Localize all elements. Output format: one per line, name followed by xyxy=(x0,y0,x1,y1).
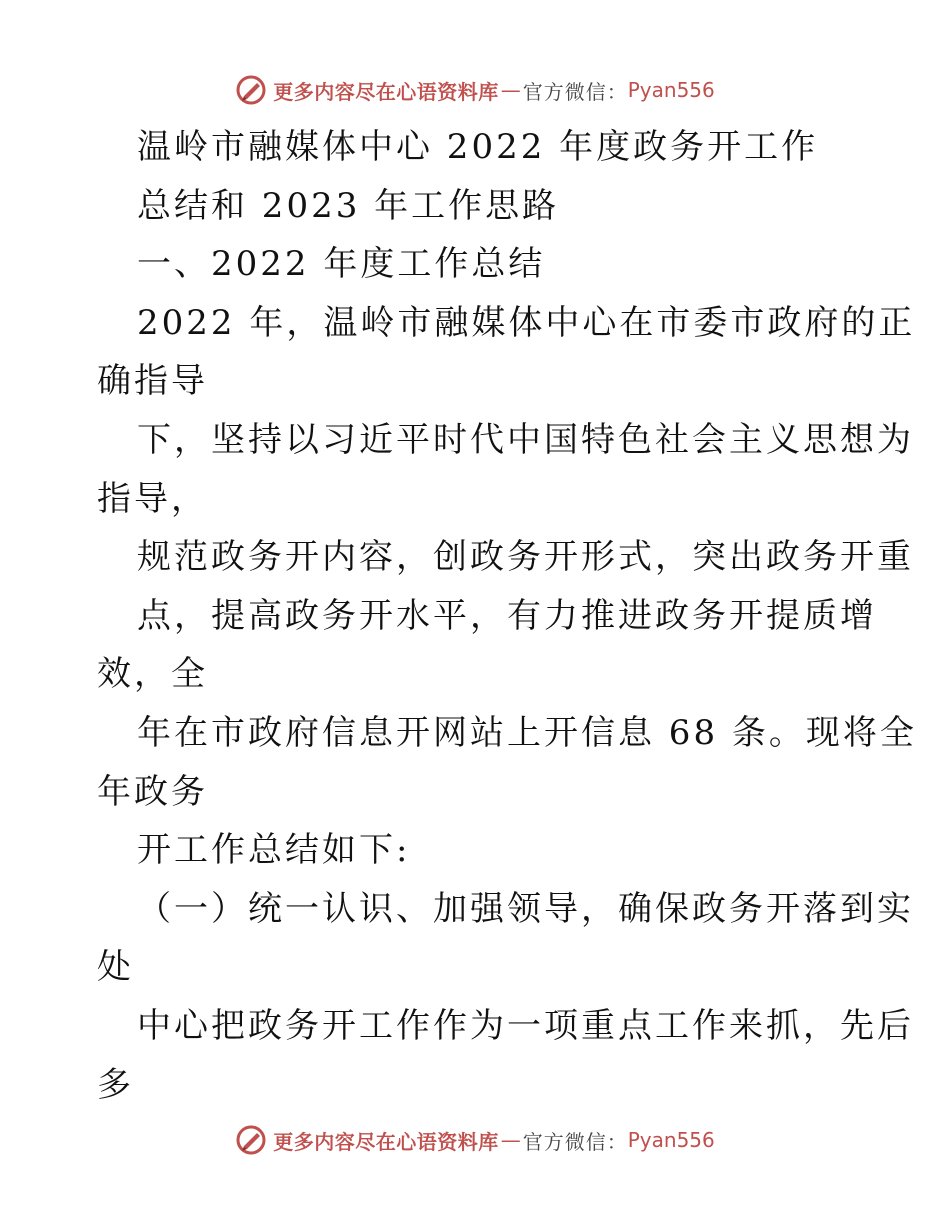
document-body xyxy=(97,118,917,1114)
text-line: 2022 年，温岭市融媒体中心在市委市政府的正 xyxy=(137,302,916,343)
text-line: 温岭市融媒体中心 2022 年度政务开工作 xyxy=(137,127,819,167)
watermark-tail: 官方微信： xyxy=(522,79,628,104)
text-line: 指导， xyxy=(97,478,208,519)
text-line: 效，全 xyxy=(97,654,208,695)
text-line: 处 xyxy=(97,947,134,988)
watermark-lead: 更多内容尽在心语资料库 xyxy=(273,1129,499,1154)
watermark-footer xyxy=(0,1120,950,1160)
text-line: （一）统一认识、加强领导，确保政务开落到实 xyxy=(137,888,914,929)
text-line: 年在市政府信息开网站上开信息 68 条。现将全 xyxy=(137,712,917,753)
watermark-lead: 更多内容尽在心语资料库 xyxy=(273,79,499,104)
watermark-dash: — xyxy=(500,78,521,102)
text-line: 中心把政务开工作作为一项重点工作来抓，先后 xyxy=(137,1005,914,1046)
watermark-dash: — xyxy=(500,1128,521,1152)
text-line: 多 xyxy=(97,1064,134,1105)
text-line: 确指导 xyxy=(97,361,208,402)
text-line: 下，坚持以习近平时代中国特色社会主义思想为 xyxy=(137,419,914,460)
pen-logo-icon xyxy=(235,1124,267,1156)
text-line: 点，提高政务开水平，有力推进政务开提质增 xyxy=(137,595,877,636)
text-line: 年政务 xyxy=(97,771,208,812)
text-line: 一、2022 年度工作总结 xyxy=(137,244,546,285)
watermark-wechat-id: Pyan556 xyxy=(627,1128,715,1152)
text-line: 总结和 2023 年工作思路 xyxy=(137,185,560,226)
watermark-wechat-id: Pyan556 xyxy=(627,78,715,102)
text-line: 规范政务开内容，创政务开形式，突出政务开重 xyxy=(137,537,914,578)
watermark-tail: 官方微信： xyxy=(522,1129,628,1154)
pen-logo-icon xyxy=(235,74,267,106)
watermark-header xyxy=(0,70,950,110)
text-line: 开工作总结如下: xyxy=(137,830,411,871)
